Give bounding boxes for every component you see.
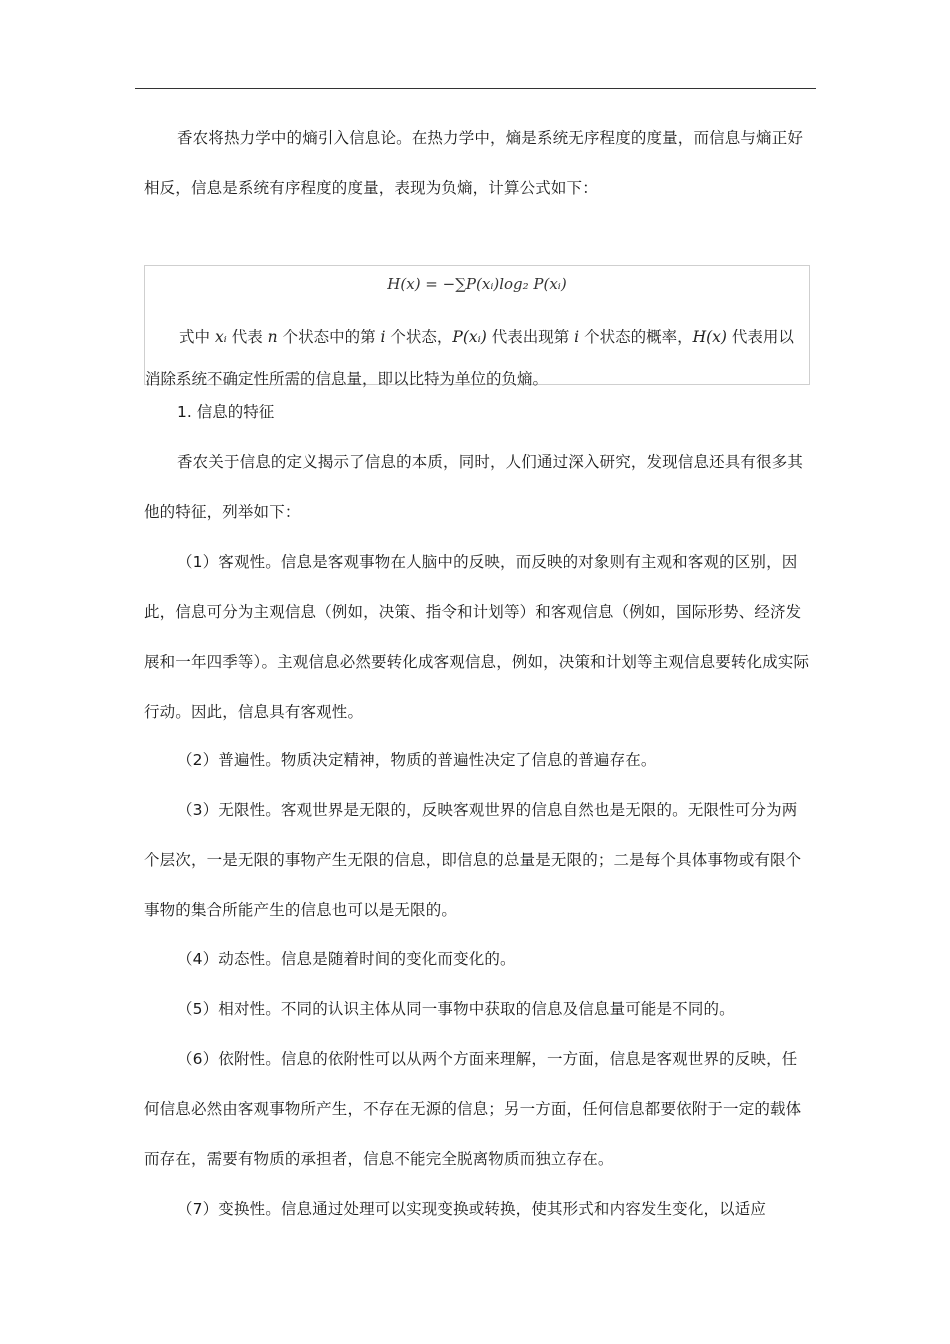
paragraph-objectivity: （1）客观性。信息是客观事物在人脑中的反映，而反映的对象则有主观和客观的区别，因此，信息可分为主观信息（例如，决策、指令和计划等）和客观信息（例如，国际形势、经济发展和一年四季等）。主观信息必然要转化成客观信息，例如，决策和计划等主观信息要转化成实际行动。因此，信息具有客观性。 bbox=[144, 553, 810, 721]
var-i: i bbox=[574, 328, 580, 346]
var-hx: H(x) bbox=[692, 328, 727, 346]
formula-desc-text: 代表出现第 bbox=[486, 328, 575, 346]
var-n: n bbox=[267, 328, 278, 346]
formula-desc-text: 个状态， bbox=[385, 328, 453, 346]
paragraph-dynamics: （4）动态性。信息是随着时间的变化而变化的。 bbox=[177, 950, 516, 968]
var-pxi: P(xᵢ) bbox=[452, 328, 487, 346]
formula-box bbox=[144, 265, 810, 388]
paragraph-universality: （2）普遍性。物质决定精神，物质的普遍性决定了信息的普遍存在。 bbox=[177, 751, 657, 769]
var-xi: xᵢ bbox=[214, 328, 227, 346]
header-rule bbox=[135, 88, 816, 89]
formula-desc-text: 代表用以消除系统不确定性所需的信息量，即以比特为单位的负熵。 bbox=[145, 328, 794, 388]
paragraph-infinity: （3）无限性。客观世界是无限的，反映客观世界的信息自然也是无限的。无限性可分为两个层次，一是无限的事物产生无限的信息，即信息的总量是无限的；二是每个具体事物或有限个事物的集合所能产生的信息也可以是无限的。 bbox=[144, 801, 802, 919]
formula-desc-text: 个状态的概率， bbox=[579, 328, 693, 346]
formula-desc-text: 个状态中的第 bbox=[277, 328, 381, 346]
entropy-formula: H(x) = −∑P(xᵢ)log₂ P(xᵢ) bbox=[387, 275, 567, 293]
formula-desc-text: 代表 bbox=[226, 328, 268, 346]
formula-description bbox=[145, 316, 809, 400]
section-heading: 1. 信息的特征 bbox=[177, 403, 275, 421]
paragraph-relativity: （5）相对性。不同的认识主体从同一事物中获取的信息及信息量可能是不同的。 bbox=[177, 1000, 735, 1018]
paragraph-transformability: （7）变换性。信息通过处理可以实现变换或转换，使其形式和内容发生变化，以适应 bbox=[177, 1200, 767, 1218]
var-i: i bbox=[380, 328, 386, 346]
paragraph-entropy-intro: 香农将热力学中的熵引入信息论。在热力学中，熵是系统无序程度的度量，而信息与熵正好相反，信息是系统有序程度的度量，表现为负熵，计算公式如下： bbox=[144, 129, 804, 197]
paragraph-features-intro: 香农关于信息的定义揭示了信息的本质，同时，人们通过深入研究，发现信息还具有很多其他的特征，列举如下： bbox=[144, 453, 804, 521]
formula-desc-text: 式中 bbox=[179, 328, 215, 346]
paragraph-dependency: （6）依附性。信息的依附性可以从两个方面来理解，一方面，信息是客观世界的反映，任何信息必然由客观事物所产生，不存在无源的信息；另一方面，任何信息都要依附于一定的载体而存在，需要有物质的承担者，信息不能完全脱离物质而独立存在。 bbox=[144, 1050, 802, 1168]
